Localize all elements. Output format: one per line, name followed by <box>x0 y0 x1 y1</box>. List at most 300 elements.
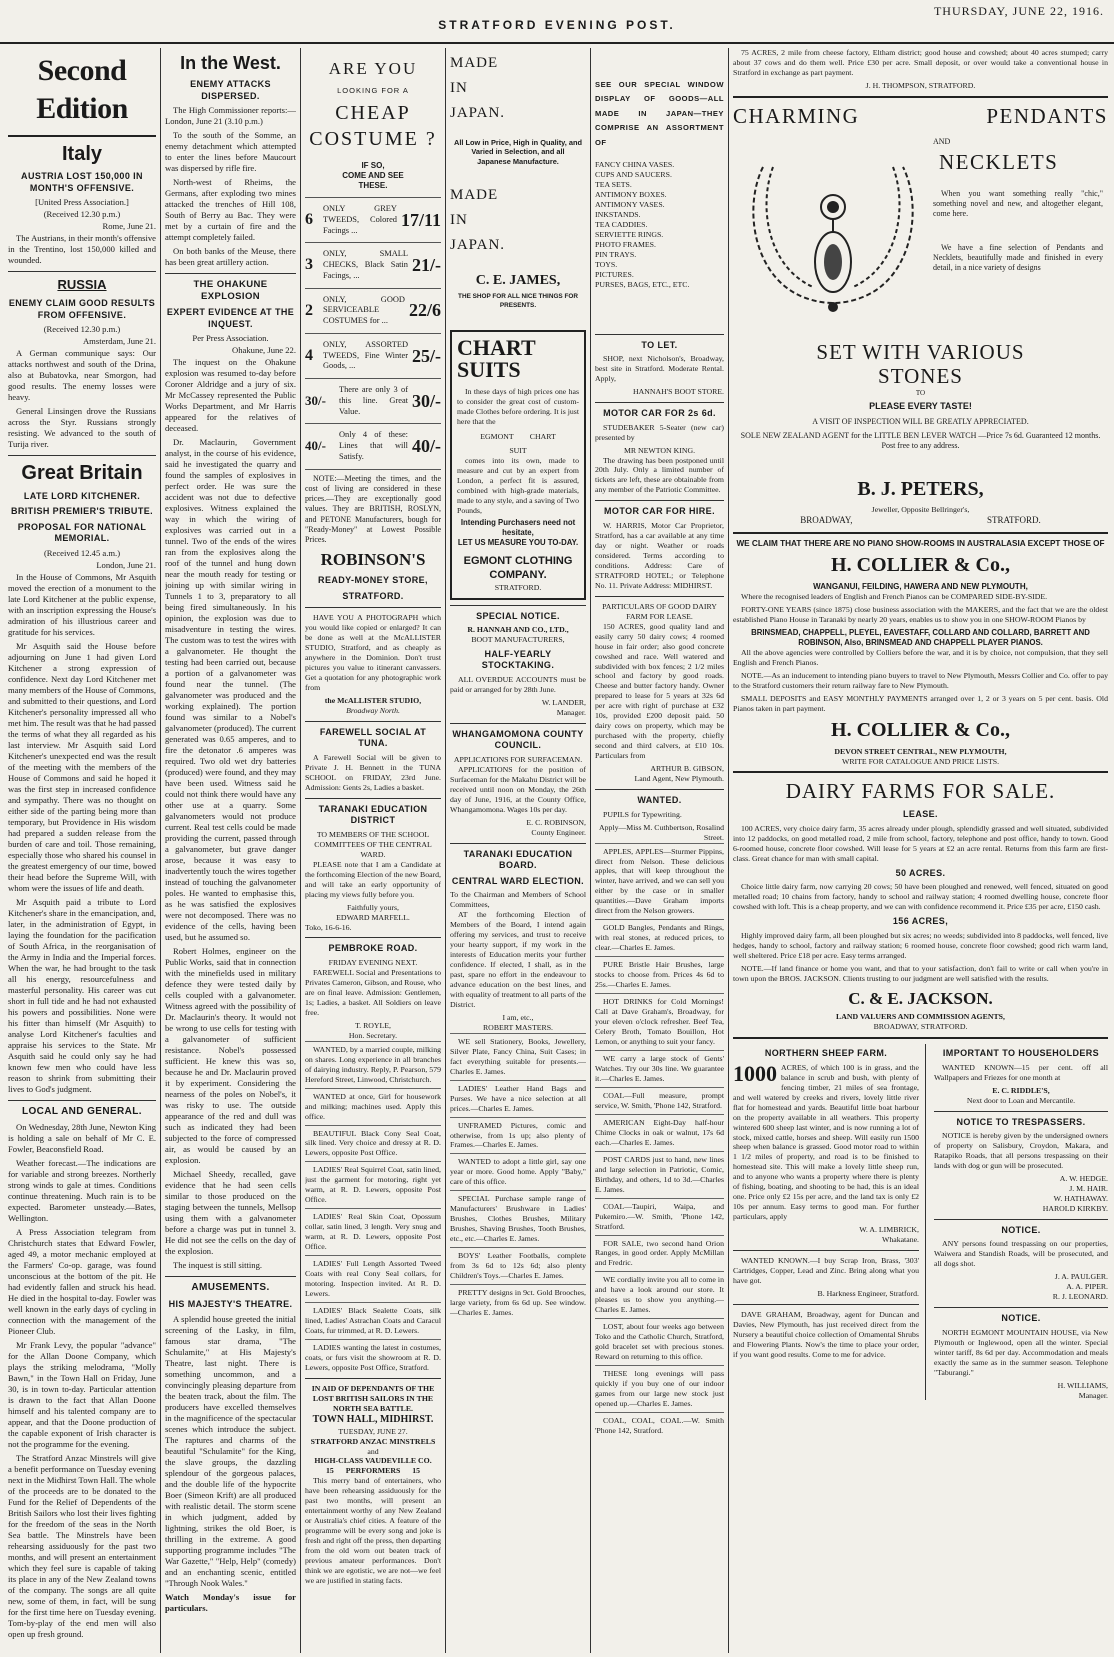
price-amount: 22/6 <box>408 300 441 321</box>
classified-ad: APPLES, APPLES—Sturmer Pippins, direct from Nelson. These delicious apples, that will keep throughout the winter, have arrived, and we can sell you either by the case or in smaller quantities.—Dave Graham imports direct from the Nelson growers. <box>595 843 724 917</box>
price-amount: 17/11 <box>400 209 441 230</box>
window-text: SEE OUR SPECIAL WINDOW DISPLAY OF GOODS—ALL MADE IN JAPAN—THEY COMPRISE AN ASSORTMENT OF <box>595 80 724 147</box>
james-tagline: THE SHOP FOR ALL NICE THINGS FOR PRESENTS. <box>458 293 578 309</box>
price-description: Only 4 of these: Lines that will Satisfy. <box>339 430 408 461</box>
classified-ad: LADIES' Real Squirrel Coat, satin lined, just the garment for motoring, right yet warm, at R. D. Lewers, opposite Post Office. <box>305 1161 441 1205</box>
dateline: Ohakune, June 22. <box>232 345 296 356</box>
sheep-acres: 1000 <box>733 1060 777 1086</box>
education-subheading: TO MEMBERS OF THE SCHOOL COMMITTEES OF THE CENTRAL WARD. <box>314 829 432 859</box>
britain-subheading: BRITISH PREMIER'S TRIBUTE. <box>10 506 154 517</box>
classified-ad: COAL—Taupiri, Waipa, and Pukemiro.—W. Smith, 'Phone 142, Stratford. <box>595 1198 724 1232</box>
education-body: PLEASE note that I am a Candidate at the forthcoming Election of the new Board, and will take an early opportunity of placing my views fully before you. <box>305 859 441 899</box>
sailors-line: TUESDAY, JUNE 27. <box>338 1426 408 1436</box>
tuna-body: A Farewell Social will be given to Private J. H. Bennett in the TUNA SCHOOL on FRIDAY, 23rd June. Admission: Gents 2s, Ladies a basket. <box>305 752 441 792</box>
masthead <box>0 0 1114 44</box>
classified-ad: LOST, about four weeks ago between Toko and the Catholic Church, Stratford, gold bracelet set with precious stones. Reward on returning to this office. <box>595 1318 724 1362</box>
pendants-advert <box>733 103 1108 473</box>
classified-ad: WANTED to adopt a little girl, say one year or more. Good home. Apply "Baby," care of this office. <box>450 1153 586 1187</box>
italy-subheading: AUSTRIA LOST 150,000 IN MONTH'S OFFENSIVE. <box>21 171 143 193</box>
performers-line <box>305 1466 441 1476</box>
sailors-line: IN AID OF DEPENDANTS OF THE LOST BRITISH SAILORS IN THE NORTH SEA BATTLE. <box>311 1383 435 1413</box>
signatory-name: A. A. PIPER. <box>1066 1282 1108 1292</box>
shop-town: STRATFORD. <box>342 590 404 601</box>
article-paragraph: Dr. Maclaurin, Government analyst, in the course of his evidence, said he investigated the quarry and found the samples of explosives in perfect order. He was sure the accident was not due to defective explosives. Witness explained the way in which the wiring of explosives was carried out in a tunnel. Two of the ends of the wires ran from the explosives along the roof of the tunnel and hung down near the mouth ready for testing or joining up with similar wiring in Tunnels 1 to 3, preparatory to all being fired simultaneously. In his opinion, the explosion was due to misadventure in testing the wires. The custom was to test the wires with a galvanometer. He thought the testing had been carried out, because a portion of a galvanometer was found near the tunnel. (The galvanometer was produced and the working explained). The portion found was similar to a Nobel's galvanometer (produced). The current generated was 0.65 amperes, and to fire the detonator .6 amperes was required. Two old wet dry batteries (produced) were found, and they may have been used. Witness said he could not think there would have any other use at a quarry. Some galvanometers would not produce current. Real test cells could be made providing the current, passed through a galvanometer, but grave danger arose, because it was easy to inadvertently touch the wires together instead of touching the galvanometer poles. He wanted to emphasise this, as he was satisfied the explosives were not decomposed. There was no evidence of the cells, having been used, but he assumed so. <box>165 437 296 943</box>
egmont-company: EGMONT CLOTHING <box>463 555 573 568</box>
price-description: ONLY, ASSORTED TWEEDS, Fine Winter Goods, ... <box>323 339 408 371</box>
pendants-title: CHARMING <box>733 103 860 128</box>
collier-towns: WANGANUI, FEILDING, HAWERA AND NEW PLYMOUTH, <box>813 582 1028 592</box>
whanga-body: APPLICATIONS for the position of Surfaceman for the Makahu District will be received until noon on Monday, the 26th day of June, 1916, at the County Office, Whangamomona. Wages 10s per day. <box>450 764 586 814</box>
signature: J. H. THOMPSON, STRATFORD. <box>865 80 976 90</box>
whanga-heading: WHANGAMOMONA COUNTY COUNCIL. <box>452 728 584 751</box>
chart-heading: CHART <box>457 334 536 360</box>
hire-body: W. HARRIS, Motor Car Proprietor, Stratford, has a car available at any time day or night. Weather or roads considered. Terms according to conditions. Address: Care of STRATFORD HOTEL; or Telephone No. 11. Private Address: MIDHIRST. <box>595 520 724 590</box>
russia-subheading: ENEMY CLAIM GOOD RESULTS FROM OFFENSIVE. <box>8 298 156 320</box>
hannah-line: BOOT MANUFACTURERS, <box>471 634 565 644</box>
performers-label: PERFORMERS <box>345 1466 401 1476</box>
lease-heading: PARTICULARS OF GOOD DAIRY FARM FOR LEASE. <box>602 601 717 621</box>
classified-ad: WE sell Stationery, Books, Jewellery, Silver Plate, Fancy China, Suit Cases; in fact everything suitable for presents.—Charles E. James. <box>450 1033 586 1077</box>
wanted-body: PUPILS for Typewriting. <box>603 809 682 819</box>
japan-advert <box>450 54 586 256</box>
collier-address: DEVON STREET CENTRAL, NEW PLYMOUTH, <box>834 746 1007 756</box>
jackson-address: BROADWAY, STRATFORD. <box>873 1022 968 1032</box>
sheep-farm-column <box>733 1044 926 1400</box>
classified-ad: HOT DRINKS for Cold Mornings! Call at Dave Graham's, Broadway, for your eleven o'clock refresher. Beef Tea, Celery Broth, Tomato Bouillon, Hot Lemon, or anything to suit your fancy. <box>595 993 724 1047</box>
price-row <box>305 288 441 333</box>
lease-body: 150 ACRES, good quality land and easily carry 50 dairy cows; 4 roomed house in fair order; also good concrete cowshed and race. Well watered and subdivided with box fences; 2 1/2 miles school and factory by good roads. Cheese and butter factory handy. Owner prepared to lease for 5 years at 32s 6d per acre with right of purchase at £32 10s, provided £200 deposit paid. 50 dairy cows on property, which may be purchased with the property, chiefly second and third calvers, at £10 10s. Particulars from <box>595 621 724 761</box>
costume-note: NOTE:—Meeting the times, and the cost of living are considered in these prices.—They are exceptionally good values. They are BRITISH, ROSLYN, and PETONE Manufacturers, bough for "Ready-Money" at Lowest Possible Prices. <box>305 469 441 546</box>
price-row <box>305 378 441 423</box>
pendants-title-row <box>733 103 1108 130</box>
newspaper-title: STRATFORD EVENING POST. <box>438 18 676 32</box>
article-paragraph: North-west of Rheims, the Germans, after exploding two mines attacked the trenches of Hill 108, South of Berry au Bac. They were met by a curtain of fire and the attempt completely failed. <box>165 177 296 243</box>
classified-ad: UNFRAMED Pictures, comic and otherwise, from 1s up; also plenty of Frames.—Charles E. James. <box>450 1117 586 1151</box>
james-name: C. E. JAMES, <box>475 272 561 288</box>
price-row <box>305 423 441 468</box>
price-amount: 21/- <box>412 255 441 276</box>
tuna-heading: FAREWELL SOCIAL AT TUNA. <box>319 726 427 749</box>
sailors-line: TOWN HALL, MIDHIRST. <box>312 1413 434 1425</box>
election-salutation: To the Chairman and Members of School Committees, <box>450 890 586 910</box>
japan-item: TEA SETS. <box>595 180 632 190</box>
collier-claim: WE CLAIM THAT THERE ARE NO PIANO SHOW-ROOMS IN AUSTRALASIA EXCEPT THOSE OF <box>736 538 1105 548</box>
dateline: Rome, June 21. <box>102 221 156 232</box>
signature: Land Agent, New Plymouth. <box>634 774 724 784</box>
dairy-heading: DAIRY FARMS FOR SALE. <box>785 779 1056 804</box>
motorcar-body: The drawing has been postponed until 20th July. Only a limited number of tickets are left, these are obtainable from any member of the Patriotic Committee. <box>595 455 724 495</box>
column-4 <box>450 48 586 1653</box>
chart-suits-advert <box>450 330 586 600</box>
wanted-apply: Apply—Miss M. Cuthbertson, Rosalind Street. <box>599 822 724 842</box>
signature: I am, etc., <box>502 1012 534 1022</box>
pendants-please: PLEASE EVERY TASTE! <box>869 400 972 411</box>
whanga-subheading: APPLICATIONS FOR SURFACEMAN. <box>453 754 583 764</box>
photo-studio-address: Broadway North. <box>346 705 400 715</box>
signatory-name: HAROLD KIRKBY. <box>1042 1203 1108 1213</box>
notice-heading: NOTICE. <box>1001 1224 1041 1235</box>
article-paragraph: Robert Holmes, engineer on the Public Works, said that in connection with the minefields used in military defence they were tested daily by cells coupled with a galvanometer. Witness agreed with the possibility of Dr. Maclaurin's theory. It would not be wrong to use cells for testing with a galvanometer of sufficient resistance. Nobel's possessed sufficient. He knew this was so, because he and Dr. Maclaurin proved it by experiment. Considering the nearness of the poles on Nobel's, it was risky to use. The outside appearance of the red and dull was such as indicated they had been subjected to the force of compressed air, as would be caused by an explosion. <box>165 946 296 1166</box>
price-description: ONLY GREY TWEEDS, Colored Facings ... <box>323 204 397 235</box>
collier-paragraph: SMALL DEPOSITS and EASY MONTHLY PAYMENTS arranged over 1, 2 or 3 years on 5 per cent. basis. Old Pianos taken in part payment. <box>733 694 1108 713</box>
pendants-title: PENDANTS <box>986 103 1108 128</box>
signature: E. C. ROBINSON, <box>526 817 586 827</box>
article-paragraph: Mr Asquith said the House before adjourning on June 1 had given Lord Kitchener a strong expression of confidence. Next day Lord Kitchener met many members of the House of Commons, and submitted to their questions, and Lord Kitchener's personality impressed all who met him. The result was that he had passed the terms of what they all regarded as his last interview. Mr Asquith said Lord Kitchener's unexpected end was the result of the meeting with the members of the House of Commons and said he hoped it was the first step in increased confidence and sympathy. There was no thought on either side of the parting being more than temporary, but Providence in His wisdom had prepared a sudden release from the burden of care and toil. Those remaining, especially those who shared his counsel in the greatest emergency of our time, bowed their head before the Supreme Will, with whom were the issues of life and death. <box>8 640 156 893</box>
article-paragraph: The inquest is still sitting. <box>173 1260 263 1271</box>
sailors-line: STRATFORD ANZAC MINSTRELS <box>310 1436 436 1446</box>
classified-ad: BOYS' Leather Footballs, complete from 3s 6d to 12s 6d; also plenty Children's Toys.—Charles E. James. <box>450 1247 586 1281</box>
ad-line: COSTUME ? <box>309 127 437 150</box>
election-heading: TARANAKI EDUCATION BOARD. <box>463 848 573 871</box>
signature: B. Harkness Engineer, Stratford. <box>817 1289 919 1299</box>
article-paragraph: Mr Frank Levy, the popular "advance" for the Allan Doone Company, which plays the striking melodrama, "Molly Bawn," in the Town Hall on Friday, June 30, is in town to-day. Particular attention is drawn to the fact that Allan Doone himself and his talented company are to appear, and that the Doone production of the capable exponent of Irish character is not the programme for the evening. <box>8 1339 156 1449</box>
notices-column <box>934 1044 1108 1400</box>
ad-line: COME AND SEE <box>342 170 404 180</box>
hire-heading: MOTOR CAR FOR HIRE. <box>604 506 715 517</box>
peters-address <box>733 515 1108 527</box>
sheep-body: ACRES, of which 100 is in grass, and the balance in scrub and bush, with plenty of fencing timber, 21 miles of sea frontage, and well watered by creeks and rivers, lovely little river flat for homestead and yards. Beautiful little boat harbour on the property available in all weathers. This property wintered 600 sheep last winter, and is now running a lot of stock, mixed cattle, horses and sheep. Will easily run 1500 sheep when balance is grassed. Good motor road to within 1 1/2 miles of property, and road is to be finished to homestead site. This will make a lovely little sheep run, and to anyone who wants a property where there is plenty of fishing, boating, and shooting to be had, this is an ideal one. Price only £2 15s per acre, and the land tax is only £2 10s per annum. Easy terms to good man. For further particulars, apply <box>733 1062 919 1222</box>
signatory-name: J. M. HAIR. <box>1069 1183 1108 1193</box>
article-paragraph: Michael Sheedy, recalled, gave evidence that he had seen cells similar to those produced on the staging between the tunnels, Mellsop using them with a galvanometer before a charge was put in tunnel 3. He did not see the cells on the day of the explosion. <box>165 1169 296 1257</box>
pendants-stones: STONES <box>878 363 963 388</box>
wanted-heading: WANTED. <box>637 795 682 806</box>
price-quantity: 40/- <box>305 438 326 454</box>
trespassers-heading: NOTICE TO TRESPASSERS. <box>956 1116 1086 1127</box>
classified-ad: WE cordially invite you all to come in and have a look around our store. It pleases us to show you anything.—Charles E. James. <box>595 1271 724 1315</box>
signature: Faithfully yours, <box>347 902 399 912</box>
peters-name: B. J. PETERS, <box>857 477 984 500</box>
signature: Manager. <box>1078 1390 1108 1400</box>
classifieds-list <box>450 1033 586 1318</box>
window-display-notice <box>595 78 724 290</box>
egmont-notice-heading: NOTICE. <box>1001 1313 1041 1324</box>
collier-catalogue: WRITE FOR CATALOGUE AND PRICE LISTS. <box>841 756 1000 766</box>
signatory-name: R. J. LEONARD. <box>1052 1292 1108 1302</box>
signature: EDWARD MARFELL. <box>336 912 410 922</box>
japan-item: TEA CADDIES. <box>595 219 648 229</box>
classified-ad: BEAUTIFUL Black Cony Seal Coat, silk lined. Very choice and dressy at R. D. Lewers, opposite Post Office. <box>305 1125 441 1159</box>
price-amount: 40/- <box>412 436 441 457</box>
pembroke-subheading: FRIDAY EVENING NEXT. <box>328 957 418 967</box>
address-part: STRATFORD. <box>986 515 1041 526</box>
classified-ad: COAL, COAL, COAL.—W. Smith 'Phone 142, Stratford. <box>595 1412 724 1436</box>
dateline: (Received 12.30 p.m.) <box>43 324 121 335</box>
education-heading: TARANAKI EDUCATION DISTRICT <box>318 803 428 826</box>
article-paragraph: General Linsingen drove the Russians across the Styr. Russians strongly resisting. We advanced to the south of Turija river. <box>8 406 156 450</box>
collier-name: H. COLLIER & Co., <box>831 718 1010 741</box>
price-list <box>305 197 441 469</box>
article-paragraph: A Press Association telegram from Christchurch states that Edward Fowler, aged 49, a motor mechanic employed at the Farmers' Co-op. garage, was found unconscious at the bottom of the pit. He had evidently fallen and struck his head. He died in the hospital to-day. Fowler was well known in the early days of cycling in connection with the management of the Pioneer Club. <box>8 1226 156 1336</box>
pembroke-body: FAREWELL Social and Presentations to Privates Cameron, Gibson, and Rouse, who are on final leave. Admission: Gentlemen, 1s; Ladies, a basket. All Soldiers on leave free. <box>305 967 441 1017</box>
price-description: ONLY, SMALL CHECKS, Black Satin Facings, ... <box>323 249 408 280</box>
tolet-body: SHOP, next Nicholson's, Broadway, best site in Stratford. Moderate Rental. Apply, <box>595 354 724 384</box>
signature: ARTHUR B. GIBSON, <box>650 764 724 774</box>
dateline: London, June 21. <box>96 559 156 570</box>
article-paragraph: The Stratford Anzac Minstrels will give a benefit performance on Tuesday evening next in the Midhirst Town Hall. The whole of the proceeds are to be donated to the Fund for the Relief of Dependents of the British Sailors who lost their lives fighting for the freedom of the seas in the North Sea battle. The Minstrels have been rehearsing assiduously for the past two months, and will present an entertainment which they feel sure is capable of taking its place in any of the New Zealand towns of the company. The songs are all quite new, some of them, in fact, will be sung for the first time here on Tuesday evening. Tom-by-play of the end men will also open up fresh ground. <box>8 1452 156 1639</box>
photo-studio-name: the McALLISTER STUDIO, <box>324 695 422 705</box>
japan-item: FANCY CHINA VASES. <box>595 160 675 170</box>
necklace-illustration <box>743 147 923 337</box>
japan-line: IN <box>450 212 468 229</box>
pendants-paragraph: When you want something really "chic," something novel and new, and altogether elegant, come here. <box>933 188 1103 219</box>
price-quantity: 6 <box>305 211 313 229</box>
amusements-heading: AMUSEMENTS. <box>191 1282 270 1294</box>
collier-paragraph: Where the recognised leaders of English and French Pianos can be COMPARED SIDE-BY-SIDE. <box>741 592 1048 602</box>
signatory-name: J. A. PAULGER. <box>1054 1272 1108 1282</box>
column-rule <box>590 48 591 1653</box>
collier-paragraph: All the above agencies were controlled by Colliers before the war, and it is by choice, not compulsion, that they sell English and French Pianos. <box>733 648 1108 668</box>
britain-subheading: PROPOSAL FOR NATIONAL MEMORIAL. <box>17 521 147 544</box>
chart-paragraph: Intending Purchasers need not hesitate, <box>460 518 576 538</box>
peters-subtitle: Jeweller, Opposite Bellringer's, <box>871 505 970 515</box>
classified-ad: LADIES' Leather Hand Bags and Purses. We have a nice selection at all prices.—Charles E. James. <box>450 1080 586 1114</box>
japan-line: MADE <box>450 186 499 203</box>
article-paragraph: Mr Asquith paid a tribute to Lord Kitchener's share in the emancipation, and, later, in the administration of Egypt, in laying the foundation for the pacification of South Africa, in the reorganisation of the Army in India and the Imperial forces. When the war, he had brought to the task all his energy, resourcefulness and masterful personality. His career was cut short in full tide and he had not exhausted his powers and possibilities. None were his fitter than himself (Mr Asquith) to analyse Lord Kitchener's faculties and appraise his services to the State. Mr Asquith said he could only say he had known few men who could have less reason to shrink from submitting their lives to God's judgment. <box>8 896 156 1094</box>
chart-heading: SUITS <box>457 356 521 382</box>
column-rule <box>445 48 446 1653</box>
jackson-name: C. & E. JACKSON. <box>848 988 993 1008</box>
classified-ad: LADIES' Real Skin Coat, Opossum collar, satin lined, 3 length. Very snug and warm, at R. D. Lewers, opposite Post Office. <box>305 1208 441 1252</box>
article-paragraph: The inquest on the Ohakune explosion was resumed to-day before Coroner Aldridge and a jury of six. Mr McCassey represented the Public Works Department, and Mr Harris appeared for the relatives of deceased. <box>165 357 296 434</box>
article-paragraph: On Wednesday, 28th June, Newton King is holding a sale on behalf of Mr C. E. Fowler, Beaconsfield Road. <box>8 1121 156 1154</box>
column-rule <box>300 48 301 1653</box>
pendants-to: TO <box>915 388 926 397</box>
notice-names <box>934 1272 1108 1302</box>
signature: HANNAH'S BOOT STORE. <box>632 387 724 397</box>
signature: W. LANDER, <box>541 697 586 707</box>
russia-heading: RUSSIA <box>57 277 107 293</box>
japan-item: SERVIETTE RINGS. <box>595 229 664 239</box>
article-paragraph: To the south of the Somme, an enemy detachment which attempted to enter the lines before Maucourt was dispersed by rifle fire. <box>165 130 296 174</box>
photo-advert: HAVE YOU A PHOTOGRAPH which you would like copied or enlarged? It can be done as well at the McALLISTER STUDIO, Stratford, and as cheaply as anywhere in the Dominion. Don't trust pictures you value to itinerant canvassers. Get a quotation for any photographic work from <box>305 613 441 692</box>
ad-line: ARE YOU <box>328 59 418 78</box>
article-paragraph: The Austrians, in their month's offensive in the Trentino, lost 150,000 killed and wounded. <box>8 233 156 266</box>
classified-ad: AMERICAN Eight-Day half-hour Chime Clocks in oak or walnut, 17s 6d each.—Charles E. James. <box>595 1114 724 1148</box>
signature: County Engineer. <box>531 827 586 837</box>
dateline: Amsterdam, June 21. <box>82 336 156 347</box>
sailors-body: This merry band of entertainers, who have been rehearsing assiduously for the past two months, will present an entertainment worthy of any New Zealand or Australia's chief cities. A feature of the programme will be every song and joke is fresh and right off the press, then departing from the old worn out beaten track of previous amateur performances. Don't think we are egotistic, we are not—we feel we are justified in stating facts. <box>305 1476 441 1586</box>
japan-item: PURSES, BAGS, ETC., ETC. <box>595 279 690 289</box>
article-paragraph: A German communique says: Our attacks northwest and south of the Drina, also at Bubatovka, near Smorgon, had good results. The enemy losses were heavy. <box>8 348 156 403</box>
tolet-heading: TO LET. <box>641 339 678 350</box>
ad-line: IF SO, <box>361 160 385 170</box>
britain-heading: Great Britain <box>21 462 143 485</box>
chart-paragraph: LET US MEASURE YOU TO-DAY. <box>457 538 579 548</box>
japan-line: IN <box>450 80 468 97</box>
collier-paragraph: FORTY-ONE YEARS (since 1875) close business association with the MAKERS, and the fact that we are the oldest established Piano House in Taranaki by nearly 20 years, enables us to show you in one SHOW-ROOM Pianos by <box>733 605 1108 625</box>
dateline: [United Press Association.] <box>35 197 129 208</box>
householders-heading: IMPORTANT TO HOUSEHOLDERS <box>942 1048 1100 1059</box>
japan-item: TOYS. <box>595 259 618 269</box>
article-paragraph: A splendid house greeted the initial screening of the Lasky, in film, famous star drama, "The Schulamite," at His Majesty's Theatre, last night. There is something uncommon, and a convincingly pleasing departure from the beaten track, about the film. The producers have excelled themselves in the magnificence of the spectacular scenes which introduce the subject. The raptures and charms of the beautiful "Schulamite" for the King, the slave groups, the dazzling splendour of the gorgeous palaces, and the double life of the hypocrite Boer (Simeon Krift) are all produced with realistic detail. The storm scene in which judgment, added by lightning, strikes the old Boer, is thrilling in the extreme. A good supporting programme includes "The War Gazette," "Help, Help" (comedy) and an enchanting scenic, entitled "Through Nook Wales." <box>165 1313 296 1588</box>
pendants-paragraph: We have a fine selection of Pendants and Necklets, beautifully made and finished in every detail, in a nice variety of designs <box>933 242 1103 273</box>
local-heading: LOCAL AND GENERAL. <box>22 1105 142 1117</box>
election-subheading: CENTRAL WARD ELECTION. <box>451 875 585 886</box>
motorcar-heading: MOTOR CAR FOR 2s 6d. <box>603 408 716 419</box>
column-6 <box>733 48 1108 1653</box>
costume-advert <box>305 58 441 191</box>
election-body: AT the forthcoming Election of Members of the Board, I intend again offering my services, and trust to receive your hearty support, if my work in the interests of Education merits your further confidence. If elected, I shall, as in the past, spare no effort in the endeavour to advance education on the best lines, and with equality of treatment to all parts of the District. <box>450 910 586 1009</box>
article-paragraph: Weather forecast.—The indications are for variable and strong breezes. Northerly strong winds to gale at times. Conditions continue threatening. Much rain is to be expected. Barometer unsteady.—Bates, Wellington. <box>8 1157 156 1223</box>
pembroke-heading: PEMBROKE ROAD. <box>328 943 418 954</box>
dairy-paragraph: Choice little dairy farm, now carrying 20 cows; 50 have been ploughed and renewed, well fenced, situated on good metalled road; 10 chains from factory, handy to school and railway station; 4 roomed dwelling house, concrete floor cowshed with loft. This is a cheap property, and we can with confidence recommend it. Price £35 per acre, £150 cash. <box>733 882 1108 912</box>
brand-word: CHART <box>529 431 556 441</box>
japan-item: PIN TRAYS. <box>595 249 637 259</box>
price-description: ONLY, GOOD SERVICEABLE COSTUMES for ... <box>323 294 405 326</box>
column-rule <box>728 48 729 1653</box>
signature: ROBERT MASTERS. <box>482 1022 553 1032</box>
west-heading: In the West. <box>180 53 281 73</box>
scrap-advert: WANTED KNOWN.—I buy Scrap Iron, Brass, '303' Cartridges, Copper, Lead and Zinc. Bring along what you have got. <box>733 1256 919 1286</box>
price-quantity: 30/- <box>305 393 326 409</box>
signature: Whakatane. <box>881 1235 919 1245</box>
hannah-heading: SPECIAL NOTICE. <box>476 610 560 621</box>
price-amount: 25/- <box>412 345 441 366</box>
japan-item: PHOTO FRAMES. <box>595 239 656 249</box>
signature: W. A. LIMBRICK, <box>859 1225 919 1235</box>
jackson-subtitle: LAND VALUERS AND COMMISSION AGENTS, <box>836 1012 1005 1022</box>
price-row <box>305 197 441 242</box>
performers-count: 15 <box>325 1466 334 1476</box>
trespassers-names <box>934 1174 1108 1214</box>
italy-heading: Italy <box>61 142 103 165</box>
classified-ad: THESE long evenings will pass quickly if you buy one of our indoor games from our large new stock just opened up.—Charles E. James. <box>595 1365 724 1409</box>
hannah-body: ALL OVERDUE ACCOUNTS must be paid or arranged for by 28th June. <box>450 674 586 694</box>
dairy-subheading: LEASE. <box>903 809 938 820</box>
brand-line <box>457 431 579 442</box>
classified-ad: WANTED, by a married couple, milking on shares. Long experience in all branches of dairying industry. Reply, P. Pearson, 579 Hereford Street, Linwood, Christchurch. <box>305 1041 441 1085</box>
classifieds-list <box>595 843 724 1436</box>
japan-item: INKSTANDS. <box>595 209 641 219</box>
article-paragraph: The High Commissioner reports:—London, June 21 (3.10 p.m.) <box>165 105 296 127</box>
amusements-footer: Watch Monday's issue for particulars. <box>165 1591 296 1613</box>
classified-ad: LADIES' Black Sealette Coats, silk lined, Ladies' Astrachan Coats and Caracul Coats, fur trimmed, at R. D. Lewers. <box>305 1302 441 1336</box>
graham-advert: DAVE GRAHAM, Broadway, agent for Duncan and Davies, New Plymouth, has just received direct from the Nursery a beautiful choice collection of Ornamental Shrubs and Flowering Plants. Now's the time to place your order, if you want good results. Come to me for advice. <box>733 1310 919 1359</box>
signature: Hon. Secretary. <box>348 1030 398 1040</box>
farm-advert: 75 ACRES, 2 mile from cheese factory, Eltham district; good house and cowshed; about 40 acres stumped; carry about 37 cows and do them well. Price £30 per acre. Small deposit, or over would take a conventional house in Stratford in exchange as part payment. <box>733 48 1108 77</box>
amusements-subheading: HIS MAJESTY'S THEATRE. <box>168 1299 293 1310</box>
article-paragraph: In the House of Commons, Mr Asquith moved the erection of a monument to the late Lord Kitchener at the public expense, with an inscription expressing the House's admiration of his illustrious career and gratitude for his services. <box>8 571 156 637</box>
signature: H. WILLIAMS, <box>1057 1380 1108 1390</box>
pendants-stones: SET WITH VARIOUS <box>816 339 1025 364</box>
dateline: (Received 12.45 a.m.) <box>43 547 121 558</box>
householders-body: WANTED KNOWN—15 per cent. off all Wallpapers and Friezes for one month at <box>934 1062 1108 1082</box>
performers-count: 15 <box>412 1466 421 1476</box>
riddle-address: Next door to Loan and Mercantile. <box>966 1095 1076 1105</box>
price-quantity: 4 <box>305 346 313 364</box>
column-3 <box>305 48 441 1653</box>
classifieds-list <box>305 1041 441 1373</box>
britain-subheading: LATE LORD KITCHENER. <box>23 490 141 501</box>
japan-item: CUPS AND SAUCERS. <box>595 170 672 180</box>
classified-ad: FOR SALE, two second hand Orion Ranges, in good order. Apply McMillan and Fredric. <box>595 1235 724 1269</box>
price-amount: 30/- <box>412 390 441 411</box>
column-rule <box>160 48 161 1653</box>
classified-ad: GOLD Bangles, Pendants and Rings, with real stones, at reduced prices, to clear.—Charles E. James. <box>595 919 724 953</box>
hannah-subheading: HALF-YEARLY STOCKTAKING. <box>481 648 555 671</box>
classified-ad: LADIES' Full Length Assorted Tweed Coats with real Cony Seal collars, for motoring. Inspection invited. At R. D. Lewers. <box>305 1255 441 1299</box>
price-quantity: 2 <box>305 301 313 319</box>
japan-line: JAPAN. <box>450 105 506 122</box>
egmont-company: COMPANY. <box>489 569 547 582</box>
west-subheading: ENEMY ATTACKS DISPERSED. <box>190 79 271 101</box>
issue-date: THURSDAY, JUNE 22, 1916. <box>933 4 1104 18</box>
japan-item: ANTIMONY BOXES. <box>595 190 667 200</box>
dairy-subheading: 156 ACRES, <box>892 916 949 927</box>
notice-body: ANY persons found trespassing on our properties, Waiwera and Standish Roads, will be prosecuted, and all dogs shot. <box>934 1239 1108 1269</box>
japan-line: JAPAN. <box>450 237 506 254</box>
bottom-two-column <box>733 1044 1108 1400</box>
dairy-paragraph: NOTE.—If land finance or home you want, and that to your satisfaction, don't fail to write or call when you're in town upon the BROS. JACKSON. Clients trusting to our judgment are well satisfied with the results. <box>733 963 1108 983</box>
brand-word: EGMONT <box>480 431 514 441</box>
classified-ad: COAL—Full measure, prompt service, W. Smith, 'Phone 142, Stratford. <box>595 1087 724 1111</box>
classified-ad: PRETTY designs in 9ct. Gold Brooches, large variety, from 6s 6d up. See window.—Charles E. James. <box>450 1284 586 1318</box>
shop-subtitle: READY-MONEY STORE, <box>318 575 428 586</box>
chart-paragraph: comes into its own, made to measure and cut by an expert from London, a perfect fit is assured, combined with high-grade materials, made to any style, and a saving of Two Pounds, <box>457 455 579 515</box>
article-paragraph: On both banks of the Meuse, there has been great artillery action. <box>165 246 296 268</box>
collier-name: H. COLLIER & Co., <box>831 554 1010 577</box>
motorcar-body: STUDEBAKER 5-Seater (new car) presented by <box>595 422 724 442</box>
classified-ad: PURE Bristle Hair Brushes, large stocks to choose from. Prices 4s 6d to 25s.—Charles E. James. <box>595 956 724 990</box>
hannah-line: R. HANNAH AND CO., LTD., <box>467 625 569 635</box>
collier-paragraph: BRINSMEAD, CHAPPELL, PLEYEL, EAVESTAFF, COLLARD AND COLLARD, BARRETT AND ROBINSON, Also, BRINSMEAD AND CHAPPELL PLAYER PIANOS. <box>751 628 1090 648</box>
pendants-title: AND <box>933 136 951 146</box>
sailors-line: and <box>367 1446 379 1456</box>
trespassers-body: NOTICE is hereby given by the undersigned owners of property on Salisbury, Croydon, Makara, and Ratapiko Roads, that all persons trespassing on their lands with dog or gun will be prosecuted. <box>934 1131 1108 1171</box>
ohakune-heading: THE OHAKUNE EXPLOSION <box>193 279 268 303</box>
signature: T. ROYLE, <box>354 1020 392 1030</box>
classified-ad: WE carry a large stock of Gents' Watches. Try our 30s line. We guarantee it.—Charles E. James. <box>595 1050 724 1084</box>
classified-ad: WANTED at once, Girl for housework and milking; machines used. Apply this office. <box>305 1088 441 1122</box>
column-5 <box>595 48 724 1653</box>
brand-word: SUIT <box>509 445 527 455</box>
dateline: (Received 12.30 p.m.) <box>43 209 121 220</box>
egmont-notice-body: NORTH EGMONT MOUNTAIN HOUSE, via New Plymouth or Inglewood, open all the winter. Special winter tariff, 8s 6d per day. Accommodation and meals exactly the same as in the summer season. Telephone "Taburangi." <box>934 1327 1108 1377</box>
price-row <box>305 333 441 378</box>
collier-paragraph: NOTE.—As an inducement to intending piano buyers to travel to New Plymouth, Messrs Collier and Co. offer to pay to the Stratford customers their return railway fare to New Plymouth. <box>733 671 1108 691</box>
riddle-name: E. C. RIDDLE'S, <box>992 1085 1050 1095</box>
ohakune-subheading: EXPERT EVIDENCE AT THE INQUEST. <box>166 307 295 329</box>
ad-line: CHEAP <box>335 102 411 125</box>
sheep-heading: NORTHERN SHEEP FARM. <box>764 1048 888 1059</box>
chart-paragraph: In these days of high prices one has to consider the great cost of custom-made Clothes before ordering. It is just here that the <box>457 386 579 426</box>
ad-line: THESE. <box>358 181 388 190</box>
price-quantity: 3 <box>305 256 313 274</box>
ad-line: LOOKING FOR A <box>337 85 409 95</box>
pendants-title: NECKLETS <box>939 149 1059 174</box>
pendants-visit: A VISIT OF INSPECTION WILL BE GREATLY APPRECIATED. <box>812 416 1029 426</box>
signature: Manager. <box>556 707 586 717</box>
dairy-paragraph: 100 ACRES, very choice dairy farm, 35 acres already under plough, splendidly grassed and well situated, subdivided into 12 paddocks, on good metalled road, 2 mile from school, factory, telephone and post office, handy to town. Good 6-roomed house, concrete floor cowshed. Will lease for 5 years at £2 an acre rental. Returns from this farm are first-class. Great chance for man with small capital. <box>733 823 1108 863</box>
sailors-line: HIGH-CLASS VAUDEVILLE CO. <box>314 1456 432 1466</box>
dairy-paragraph: Highly improved dairy farm, all been ploughed but six acres; no weeds; subdivided into 8 paddocks, well fenced, live hedges, handy to school, factory and railway station; 6 roomed house, concrete floor cowshed; good rich warm land, well sheltered. Price £18 per acre. Easy terms arranged. <box>733 930 1108 960</box>
classified-ad: POST CARDS just to hand, new lines and large selection in Patriotic, Comic, Birthday, and others, 1d to 3d.—Charles E. James. <box>595 1151 724 1195</box>
japan-item: ANTIMONY VASES. <box>595 199 665 209</box>
japan-item: PICTURES. <box>595 269 634 279</box>
dairy-subheading: 50 ACRES. <box>895 867 946 878</box>
edition-heading: Second Edition <box>36 54 128 126</box>
signatory-name: W. HATHAWAY. <box>1053 1193 1108 1203</box>
egmont-town: STRATFORD. <box>494 582 542 592</box>
column-1 <box>8 48 156 1653</box>
column-2 <box>165 48 296 1653</box>
motorcar-donor: MR NEWTON KING. <box>623 445 696 455</box>
japan-items <box>595 160 724 290</box>
price-row <box>305 242 441 287</box>
classified-ad: SPECIAL Purchase sample range of Manufacturers' Brushware in Ladies' Brushes, Clothes Brushes, Military Brushes, Shaving Brushes, Tooth Brushes, etc., etc.—Charles E. James. <box>450 1190 586 1244</box>
japan-blurb: All Low in Price, High in Quality, and Varied in Selection, and all Japanese Manufacture. <box>454 137 582 166</box>
shop-name: ROBINSON'S <box>320 550 426 570</box>
